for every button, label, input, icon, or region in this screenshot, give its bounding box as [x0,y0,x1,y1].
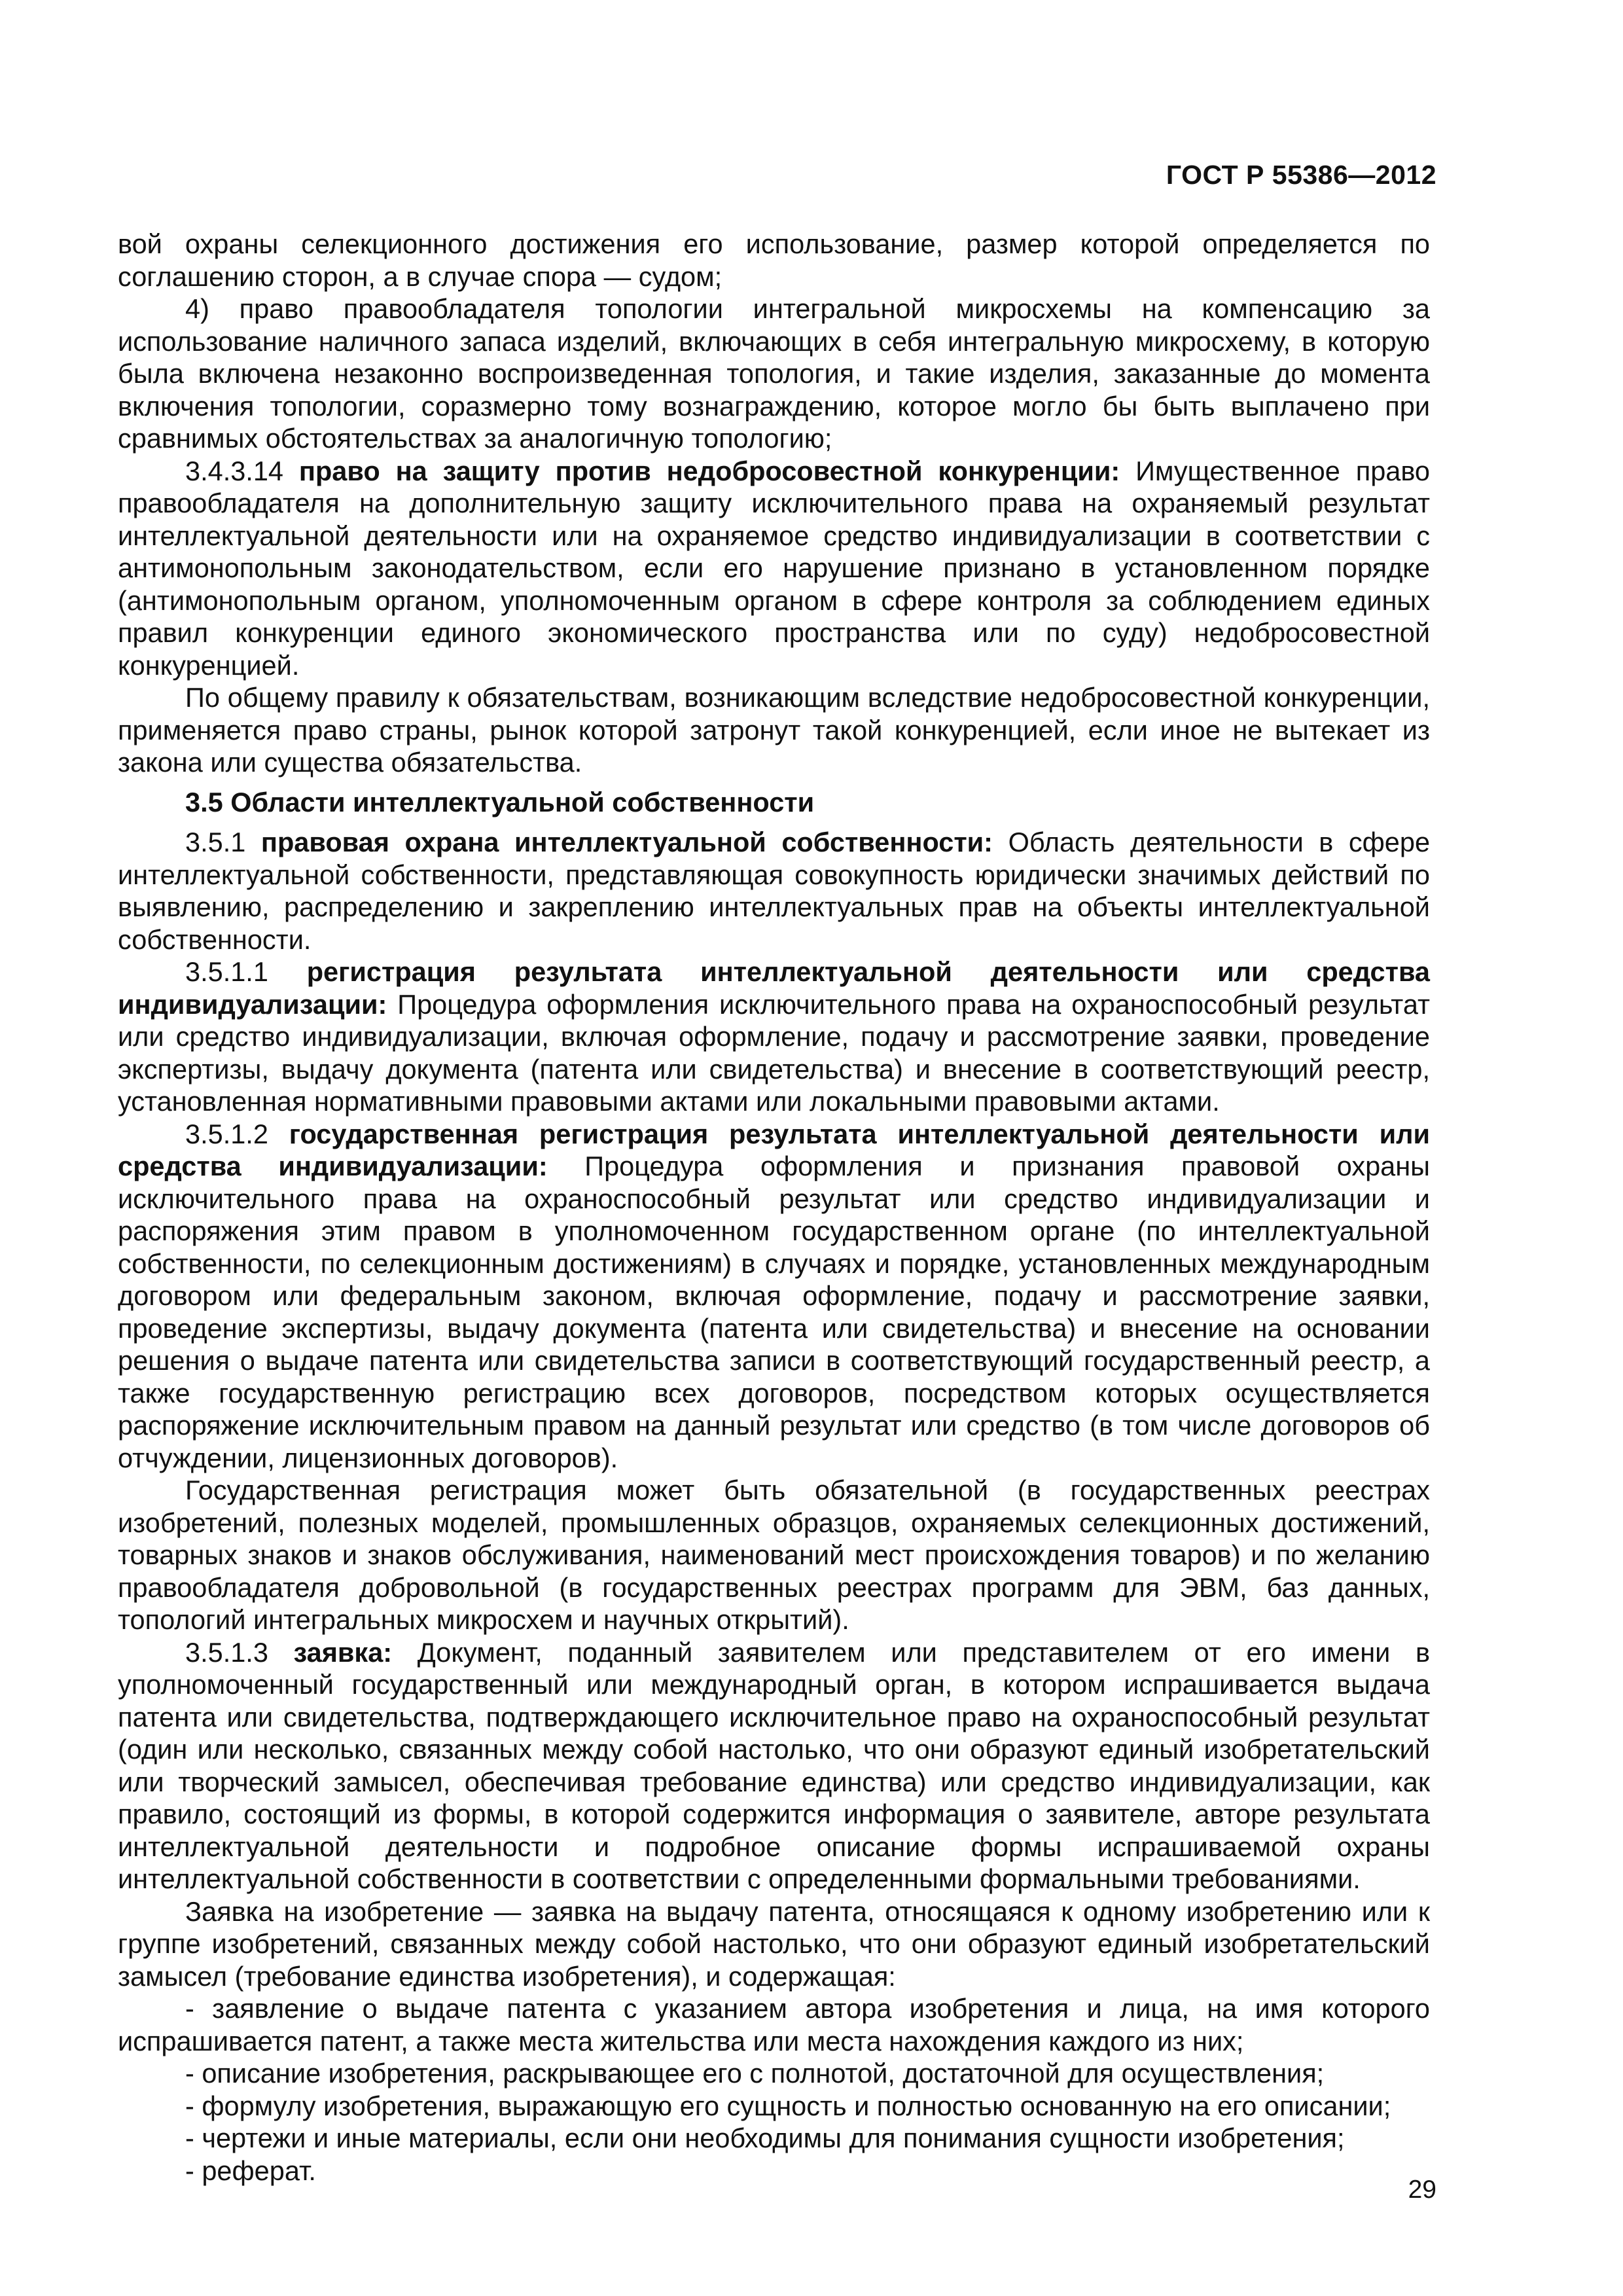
list-item: - реферат. [185,2155,316,2186]
term-number: 3.4.3.14 [185,455,283,486]
term-text: Процедура оформления исключительного права на охраноспособный результат или средство индивидуализации, включая оформление, подачу и рассмотрение заявки, проведение экспертизы, выдачу документа (патента или свидетельства) и внесение в соответствующий реестр, установленная нормативными правовыми актами или локальными правовыми актами. [118,988,1430,1117]
term-definition [118,956,1430,1118]
section-heading: 3.5 Области интеллектуальной собственности [185,786,815,817]
paragraph: Государственная регистрация может быть обязательной (в государственных реестрах изобретений, полезных моделей, промышленных образцов, охраняемых селекционных достижений, товарных знаков и знаков обслуживания, наименований мест происхождения товаров) и по желанию правообладателя добровольной (в государственных реестрах программ для ЭВМ, баз данных, топологий интегральных микросхем и научных открытий). [118,1475,1430,1635]
term-definition [118,455,1430,682]
page-number: 29 [1408,2176,1436,2204]
term-definition [118,1118,1430,1475]
term-definition [118,1636,1430,1895]
list-item: - заявление о выдаче патента с указанием автора изобретения и лица, на имя которого испрашивается патент, а также места жительства или места нахождения каждого из них; [118,1993,1430,2056]
term-definition [118,826,1430,956]
list-item: - формулу изобретения, выражающую его сущность и полностью основанную на его описании; [185,2090,1391,2121]
term-text: Документ, поданный заявителем или представителем от его имени в уполномоченный государственный или международный орган, в котором испрашивается выдача патента или свидетельства, подтверждающего исключительное право на охраноспособный результат (один или несколько, связанных между собой настолько, что они образуют единый изобретательский или творческий замысел, обеспечивая требование единства) или средство индивидуализации, как правило, состоящий из формы, в которой содержится информация о заявителе, авторе результата интеллектуальной деятельности и подробное описание формы испрашиваемой охраны интеллектуальной собственности в соответствии с определенными формальными требованиями. [118,1636,1431,1894]
term-number: 3.5.1.1 [185,956,268,987]
list-item: - чертежи и иные материалы, если они необходимы для понимания сущности изобретения; [185,2123,1345,2153]
paragraph: Заявка на изобретение — заявка на выдачу патента, относящаяся к одному изобретению или к группе изобретений, связанных между собой настолько, что они образуют единый изобретательский замысел (требование единства изобретения), и содержащая: [118,1895,1430,1992]
term-text: Процедура оформления и признания правовой охраны исключительного права на охраноспособный результат или средство индивидуализации и распоряжения этим правом в уполномоченном государственном органе (по интеллектуальной собственности, по селекционным достижениям) в случаях и порядке, установленных международным договором или федеральным законом, включая оформление, подачу и рассмотрение заявки, проведение экспертизы, выдачу документа (патента или свидетельства) и внесение на основании решения о выдаче патента или свидетельства записи в соответствующий государственный реестр, а также государственную регистрацию всех договоров, посредством которых осуществляется распоряжение исключительным правом на данный результат или средство (в том числе договоров об отчуждении, лицензионных договоров). [118,1151,1430,1473]
document-header: ГОСТ Р 55386—2012 [1166,160,1436,190]
term-text: Имущественное право правообладателя на дополнительную защиту исключительного права на охраняемый результат интеллектуальной деятельности или на охраняемое средство индивидуализации в соответствии с антимонопольным законодательством, если его нарушение признано в установленном порядке (антимонопольным органом, уполномоченным органом в сфере контроля за соблюдением единых правил конкуренции единого экономического пространства или по суду) недобросовестной конкуренцией. [118,455,1431,681]
term-text: Область деятельности в сфере интеллектуальной собственности, представляющая совокупность юридически значимых действий по выявлению, распределению и закреплению интеллектуальных прав на объекты интеллектуальной собственности. [118,827,1431,955]
list-item: - описание изобретения, раскрывающее его с полнотой, достаточной для осуществления; [185,2058,1325,2089]
term-title: заявка: [293,1636,393,1668]
paragraph: вой охраны селекционного достижения его использование, размер которой определяется по соглашению сторон, а в случае спора — судом; [118,228,1430,292]
term-number: 3.5.1.2 [185,1118,268,1149]
paragraph: По общему правилу к обязательствам, возникающим вследствие недобросовестной конкуренции, применяется право страны, рынок которой затронут такой конкуренцией, если иное не вытекает из закона или существа обязательства. [118,682,1430,778]
paragraph: 4) право правообладателя топологии интегральной микросхемы на компенсацию за использование наличного запаса изделий, включающих в себя интегральную микросхему, в которую была включена незаконно воспроизведенная топология, и такие изделия, заказанные до момента включения топологии, соразмерно тому вознаграждению, которое могло бы быть выплачено при сравнимых обстоятельствах за аналогичную топологию; [118,293,1430,454]
term-title: регистрация результата интеллектуальной деятельности или средства индивидуализации: [118,956,1431,1020]
page-body [118,228,1430,2187]
term-title: право на защиту против недобросовестной конкуренции: [298,455,1120,486]
term-number: 3.5.1.3 [185,1636,268,1668]
term-title: государственная регистрация результата интеллектуальной деятельности или средства индивидуализации: [118,1118,1431,1181]
term-title: правовая охрана интеллектуальной собственности: [260,827,993,857]
term-number: 3.5.1 [185,827,246,857]
